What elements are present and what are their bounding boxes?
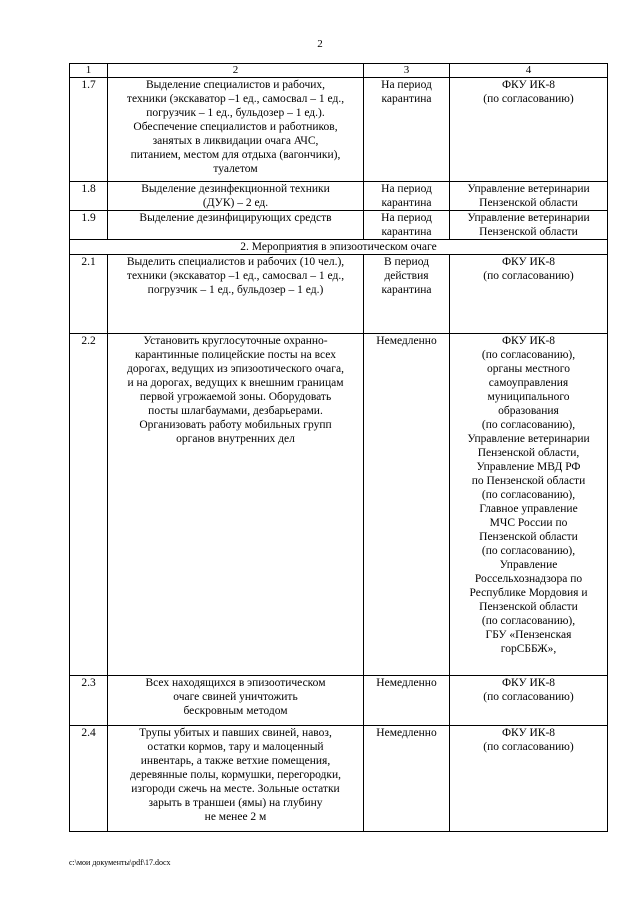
section-title: 2. Мероприятия в эпизоотическом очаге [70,240,608,255]
row-responsible: ФКУ ИК-8 (по согласованию), органы местного самоуправления муниципального образования (по согласованию), Управление ветеринарии Пензенской области, Управление МВД РФ по Пензенской области (по согласованию), Главное управление МЧС России по Пензенской области (по согласованию), Управление Россельхознадзора по Республике Мордовия и Пензенской области (по согласованию), ГБУ «Пензенская горСББЖ», [450,334,608,676]
footer-file-path: c:\мои документы\pdf\17.docx [69,858,171,867]
row-responsible: Управление ветеринарии Пензенской области [450,211,608,240]
table-row [70,726,608,832]
row-responsible: ФКУ ИК-8 (по согласованию) [450,726,608,832]
row-term: На период карантина [364,211,450,240]
row-number: 2.3 [70,676,108,726]
table-row [70,78,608,182]
row-measure: Всех находящихся в эпизоотическом очаге свиней уничтожить бескровным методом [108,676,364,726]
header-col-1: 1 [70,64,108,78]
table-header-row [70,64,608,78]
row-measure: Установить круглосуточные охранно- карантинные полицейские посты на всех дорогах, ведущих из эпизоотического очага, и на дорогах, ведущих к внешним границам первой угрожаемой зоны. Оборудовать посты шлагбаумами, дезбарьерами. Организовать работу мобильных групп органов внутренних дел [108,334,364,676]
table-row [70,211,608,240]
table-row [70,182,608,211]
row-measure: Трупы убитых и павших свиней, навоз, остатки кормов, тару и малоценный инвентарь, а также ветхие помещения, деревянные полы, кормушки, перегородки, изгороди сжечь на месте. Зольные остатки зарыть в траншеи (ямы) на глубину не менее 2 м [108,726,364,832]
row-measure: Выделение дезинфицирующих средств [108,211,364,240]
row-term: В период действия карантина [364,255,450,334]
table-row [70,676,608,726]
header-col-3: 3 [364,64,450,78]
row-number: 2.1 [70,255,108,334]
row-responsible: ФКУ ИК-8 (по согласованию) [450,78,608,182]
table-row [70,334,608,676]
row-measure: Выделение специалистов и рабочих, техники (экскаватор –1 ед., самосвал – 1 ед., погрузчик – 1 ед., бульдозер – 1 ед.). Обеспечение специалистов и работников, занятых в ликвидации очага АЧС, питанием, местом для отдыха (вагончики), туалетом [108,78,364,182]
row-number: 1.9 [70,211,108,240]
row-term: На период карантина [364,78,450,182]
row-responsible: ФКУ ИК-8 (по согласованию) [450,676,608,726]
row-number: 1.7 [70,78,108,182]
row-responsible: Управление ветеринарии Пензенской области [450,182,608,211]
header-col-4: 4 [450,64,608,78]
row-responsible: ФКУ ИК-8 (по согласованию) [450,255,608,334]
row-term: На период карантина [364,182,450,211]
row-number: 2.4 [70,726,108,832]
row-term: Немедленно [364,334,450,676]
page-number: 2 [317,38,323,50]
measures-table [69,63,608,832]
row-measure: Выделить специалистов и рабочих (10 чел.), техники (экскаватор –1 ед., самосвал – 1 ед., погрузчик – 1 ед., бульдозер – 1 ед.) [108,255,364,334]
row-measure: Выделение дезинфекционной техники (ДУК) – 2 ед. [108,182,364,211]
section-row [70,240,608,255]
row-number: 2.2 [70,334,108,676]
row-number: 1.8 [70,182,108,211]
row-term: Немедленно [364,676,450,726]
table-row [70,255,608,334]
row-term: Немедленно [364,726,450,832]
header-col-2: 2 [108,64,364,78]
